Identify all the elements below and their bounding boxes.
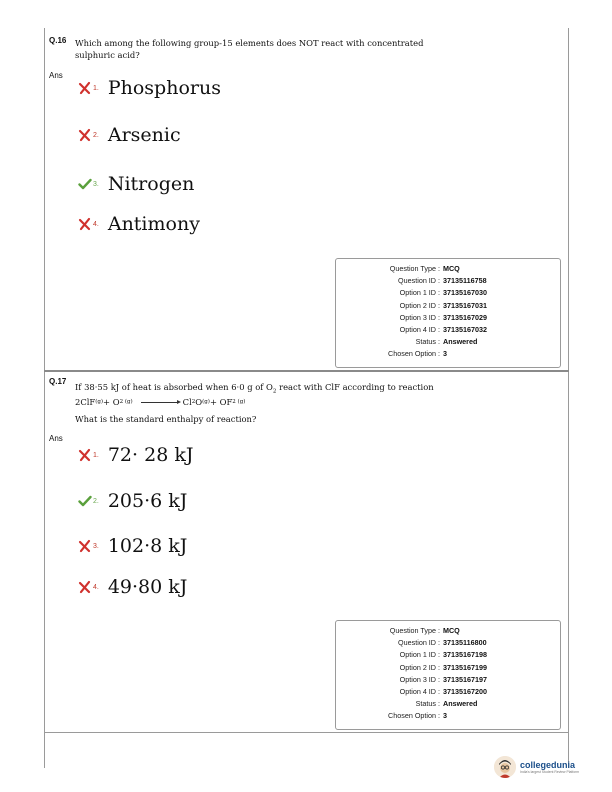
cross-icon [78,81,92,95]
cross-icon [78,128,92,142]
info-row-option-4-id [336,324,560,336]
option-text: 102·8 kJ [107,535,188,557]
info-value: 37135116800 [443,638,487,648]
equation-term: + O [103,397,120,407]
info-key: Chosen Option : [388,711,440,721]
info-row-question-type [336,263,560,275]
brand-name: collegedunia [520,760,576,770]
brand-tagline: India's largest Student Review Platform [520,770,580,774]
info-key: Status : [415,337,440,347]
cross-icon [78,217,92,231]
info-value: 37135167198 [443,650,487,660]
reaction-arrow-icon [141,402,179,403]
option-text: Arsenic [107,124,181,146]
question-text-line: sulphuric acid? [75,50,140,60]
info-row-chosen-option [336,348,560,360]
info-row-status [336,698,560,710]
info-value: 37135167030 [443,288,487,298]
reaction-equation [75,397,245,407]
info-row-question-id [336,637,560,649]
info-key: Question Type : [389,626,440,635]
answer-option-4 [78,213,200,235]
info-row-option-2-id [336,662,560,674]
question-info-box [335,258,561,368]
info-value: 37135167029 [443,312,487,322]
info-value: 3 [443,349,447,359]
subscript: 2 [272,388,277,395]
info-key: Option 3 ID : [399,312,440,322]
option-number: 1. [93,451,99,459]
subscript: (g) [202,399,210,405]
info-key: Option 1 ID : [399,288,440,298]
info-key: Option 2 ID : [399,300,440,310]
info-row-option-4-id [336,686,560,698]
subscript: 2 (g) [119,399,133,405]
info-value: 37135167031 [443,300,487,310]
question-text [75,37,423,61]
option-text: 49·80 kJ [107,576,188,598]
info-row-option-3-id [336,312,560,324]
info-row-option-1-id [336,287,560,299]
info-row-status [336,336,560,348]
info-key: Option 4 ID : [399,325,440,335]
info-key: Option 2 ID : [399,662,440,672]
equation-term: O [195,397,203,407]
subscript: 2 (g) [232,399,246,405]
frame-divider [44,370,569,372]
answer-option-3 [78,173,194,195]
answer-option-1 [78,444,193,466]
question-text-part: react with ClF according to reaction [276,382,434,392]
info-row-chosen-option [336,710,560,722]
question-number: Q.17 [49,377,67,386]
cross-icon [78,580,92,594]
frame-bottom-border [44,732,569,733]
question-number: Q.16 [49,36,67,45]
equation-term: 2ClF [75,397,96,407]
info-row-option-3-id [336,674,560,686]
option-number: 2. [93,497,99,505]
option-number: 2. [93,131,99,139]
option-text: 72· 28 kJ [107,444,194,466]
answer-option-3 [78,535,187,557]
answer-option-1 [78,77,221,99]
option-number: 1. [93,84,99,92]
info-value: 37135116758 [443,276,487,286]
option-number: 3. [93,180,99,188]
question-text-line: Which among the following group-15 elements does NOT react with concentrated [75,38,424,48]
info-value: 37135167197 [443,674,487,684]
cross-icon [78,539,92,553]
info-value: MCQ [443,264,460,273]
subscript: (g) [95,399,104,405]
option-number: 4. [93,220,99,228]
frame-left-border [44,28,45,768]
info-key: Option 3 ID : [399,674,440,684]
answer-label: Ans [49,434,63,443]
brand-logo [494,756,579,778]
option-text: Nitrogen [107,173,195,195]
info-key: Question ID : [398,276,440,286]
frame-right-border [568,28,569,768]
info-value: Answered [443,337,478,347]
info-value: 3 [443,711,447,721]
info-value: 37135167032 [443,325,487,335]
info-key: Chosen Option : [388,349,440,359]
info-key: Option 4 ID : [399,687,440,697]
option-text: Antimony [107,213,200,235]
info-row-option-2-id [336,300,560,312]
equation-term: + OF [209,397,233,407]
info-row-question-type [336,625,560,637]
subscript: 2 [191,399,196,405]
option-number: 4. [93,583,99,591]
option-number: 3. [93,542,99,550]
info-value: 37135167199 [443,662,487,672]
info-key: Status : [415,699,440,709]
checkmark-icon [78,177,92,191]
question-text-part: If 38·55 kJ of heat is absorbed when 6·0 g of O [75,382,273,392]
question-text [75,381,434,398]
mascot-icon [494,756,516,778]
question-info-box [335,620,561,730]
info-key: Option 1 ID : [399,650,440,660]
checkmark-icon [78,494,92,508]
answer-option-4 [78,576,187,598]
info-row-question-id [336,275,560,287]
info-key: Question ID : [398,638,440,648]
equation-term: Cl [182,397,192,407]
cross-icon [78,448,92,462]
info-value: 37135167200 [443,687,487,697]
answer-label: Ans [49,71,63,80]
option-text: 205·6 kJ [107,490,188,512]
option-text: Phosphorus [107,77,221,99]
question-text-line: What is the standard enthalpy of reaction? [75,414,257,424]
info-value: MCQ [443,626,460,635]
answer-option-2 [78,124,181,146]
info-value: Answered [443,699,478,709]
info-key: Question Type : [389,264,440,273]
info-row-option-1-id [336,649,560,661]
answer-option-2 [78,490,187,512]
